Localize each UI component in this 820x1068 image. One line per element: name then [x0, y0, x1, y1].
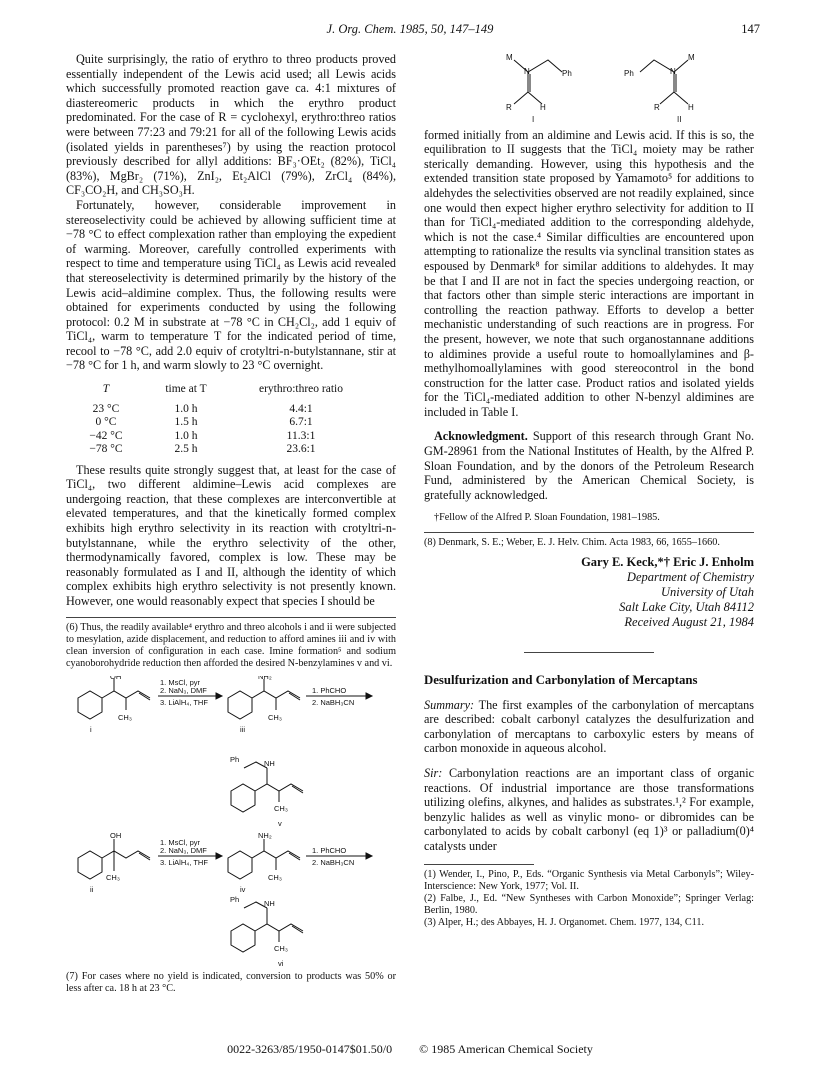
- compound-label: iv: [240, 884, 246, 894]
- label-n: N: [670, 67, 676, 76]
- journal-citation: J. Org. Chem. 1985, 50, 147–149: [326, 22, 494, 36]
- structure-label: II: [677, 115, 682, 124]
- label-ch3: CH₃: [106, 872, 120, 882]
- paragraph: Fortunately, however, considerable improvement in stereoselectivity could be achieved by allowing sufficient time at −78 °C to effect complexation rather than employing the expedient of warming. Moreover, carefully controlled experiments with respect to time and temperature using TiCl₄ as Lewis acid revealed that stereoselectivity is determined primarily by the history of the Lewis acid–aldimine complex. Thus, the following results were obtained for experiments conducted by using the following protocol: 0.2 M in substrate at −78 °C in CH₂Cl₂, add 1 equiv of TiCl₄, warm to temperature T for the indicated period of time, recool to −78 °C, add 2.0 equiv of crotyltri-n-butylstannane, stir at −78 °C for 1 h, and warm slowly to 23 °C overnight.: [66, 197, 396, 373]
- step-label: 3. LiAlH₄, THF: [160, 697, 208, 707]
- table-header: T: [102, 383, 110, 396]
- label-metal: M: [688, 53, 695, 62]
- table-row: [66, 443, 396, 457]
- table-cell: −78 °C: [89, 443, 123, 456]
- compound-label: i: [90, 724, 92, 734]
- step-label: 1. PhCHO: [312, 845, 347, 855]
- table-cell: 2.5 h: [174, 443, 198, 456]
- label-ch3: CH₃: [268, 872, 282, 882]
- reference-3: (3) Alper, H.; des Abbayes, H. J. Organomet. Chem. 1977, 134, C11.: [424, 916, 704, 928]
- right-column: [424, 52, 754, 929]
- label-oh: OH: [110, 830, 122, 840]
- label-metal: M: [506, 53, 513, 62]
- footnote-divider: [66, 617, 396, 618]
- summary-heading: Summary:: [424, 697, 475, 712]
- table-cell: 11.3:1: [286, 429, 316, 442]
- sir-text: Carbonylation reactions are an important class of organic reactions. Of industrial importance are those transformations utilizing olefins, alkynes, and halides as substrates.¹,² For example, benzylic halides as well as vinylic mono- or dibromides can be carbonylated to acids by cobalt carbonyl (eq 1)³ or palladium(0)⁴ catalysts under: [424, 766, 755, 853]
- step-label: 2. NaN₃, DMF: [160, 845, 207, 855]
- footnote-divider: [424, 864, 534, 865]
- side-chain: [252, 679, 300, 710]
- ack-heading: Acknowledgment.: [434, 429, 528, 444]
- article-divider: [524, 652, 654, 653]
- footnote-8: (8) Denmark, S. E.; Weber, E. J. Helv. Chim. Acta 1983, 66, 1655–1660.: [424, 537, 720, 549]
- author-line: Gary E. Keck,*† Eric J. Enholm: [581, 555, 754, 570]
- label-ph: Ph: [624, 69, 634, 78]
- step-label: 2. NaBH₃CN: [312, 857, 355, 867]
- summary-text: The first examples of the carbonylation of mercaptans are described: cobalt carbonyl catalyzes the desulfurization and carbonylation of mercaptans to carboxylic esters by means of carbon monoxide in aqueous alcohol.: [424, 697, 754, 756]
- compound-label: ii: [90, 884, 94, 894]
- paragraph: formed initially from an aldimine and Lewis acid. If this is so, the equilibration to II suggests that the TiCl₄ moiety may be rather sterically demanding. However, using this hypothesis and the extended transition state proposed by Yamamoto⁵ for additions to aldehydes the selectivities observed are not readily explained, since one would then expect higher erythro selectivity for addition to II than for TiCl₄-mediated addition to the corresponding aldehyde, which is not the case.⁴ Similar difficulties are encountered upon attempting to rationalize the results via synclinal transition states as espoused by Denmark⁸ for similar additions to aldehydes. It may be that I and II are not in fact the species undergoing reaction, or that factors other than simple steric interactions are important in controlling the reaction pathway. Efforts to develop a better mechanistic understanding of such reactions are in progress. For the present, however, we note that such organostannane additions to aldimines provide a useful route to homoallylamines and β-methylhomoallylamines with good stereocontrol in the bond construction for the latter case. Product ratios and isolated yields for the TiCl₄-mediated addition to other N-benzyl aldimines are included in Table I.: [424, 127, 754, 419]
- complex-structures: [424, 52, 754, 124]
- label-ph: Ph: [230, 894, 240, 904]
- acknowledgment: [424, 429, 754, 502]
- page-number: 147: [741, 22, 760, 36]
- compound-label: vi: [278, 958, 284, 968]
- cyclohexane-ring: [231, 784, 255, 812]
- article-title: Desulfurization and Carbonylation of Mercaptans: [424, 673, 698, 688]
- ack-text: Support of this research through Grant No. GM-28961 from the National Institutes of Health, by the Alfred P. Sloan Foundation, and by the donors of the Petroleum Research Fund, administered by the American Chemical Society, is gratefully acknowledged.: [424, 429, 754, 502]
- results-table: [66, 383, 396, 457]
- footnote-7: (7) For cases where no yield is indicated, conversion to products was 50% or less after ca. 18 h at 23 °C.: [66, 971, 396, 995]
- label-oh: OH: [110, 675, 122, 681]
- label-nh: NH: [264, 758, 275, 768]
- table-row: [66, 430, 396, 444]
- footnote-6: (6) Thus, the readily available⁴ erythro and threo alcohols i and ii were subjected to mesylation, azide displacement, and reduction to afford amines iii and iv with clean inversion of configuration in each case. Imine formation⁵ and sodium cyanoborohydride reduction then afforded the desired N-benzylamines v and vi.: [66, 621, 396, 669]
- copyright: © 1985 American Chemical Society: [419, 1042, 593, 1056]
- article-code: 0022-3263/85/1950-0147$01.50/0: [227, 1042, 393, 1056]
- label-ph: Ph: [562, 69, 572, 78]
- footnote-divider: [424, 532, 754, 533]
- label-h: H: [688, 103, 694, 112]
- label-nh: NH: [264, 898, 275, 908]
- label-ch3: CH₃: [118, 712, 132, 722]
- table-cell: 4.4:1: [289, 402, 313, 415]
- body-paragraph: [424, 766, 754, 854]
- label-nh2: NH₂: [258, 675, 272, 681]
- side-chain: [244, 762, 303, 802]
- received-date: Received August 21, 1984: [624, 615, 754, 630]
- label-ch3: CH₃: [274, 803, 288, 813]
- paragraph: These results quite strongly suggest that, at least for the case of TiCl₄, two different aldimine–Lewis acid complexes are undergoing reaction, that these complexes are interconvertible at elevated temperatures, and that the kinetically formed complex exhibits high erythro selectivity in its reaction with crotyltri-n-butylstannane, while the erythro selectivity of the other, thermodynamically favored, complex is low. These may be reasonably formulated as I and II, although the identity of which complex exhibits high erythro selectivity is not presently known. However, one would reasonably expect that species I should be: [66, 462, 396, 608]
- step-label: 1. MsCl, pyr: [160, 837, 201, 847]
- compound-label: iii: [240, 724, 245, 734]
- table-cell: 1.0 h: [174, 402, 198, 415]
- label-r: R: [654, 103, 660, 112]
- structure-label: I: [532, 115, 535, 124]
- step-label: 3. LiAlH₄, THF: [160, 857, 208, 867]
- label-ch3: CH₃: [274, 943, 288, 953]
- step-label: 2. NaN₃, DMF: [160, 685, 207, 695]
- label-ph: Ph: [230, 754, 240, 764]
- table-cell: 0 °C: [95, 416, 117, 429]
- affiliation-line: University of Utah: [660, 585, 754, 600]
- cyclohexane-ring: [78, 851, 102, 879]
- author-footnote: †Fellow of the Alfred P. Sloan Foundation, 1981–1985.: [434, 512, 660, 524]
- cyclohexane-ring: [231, 924, 255, 952]
- paragraph: Quite surprisingly, the ratio of erythro to threo products proved essentially independent of the Lewis acid used; all Lewis acids which successfully promoted reaction gave ca. 4:1 mixtures of diastereomeric products in which the erythro product predominated. For the case of R = cyclohexyl, erythro:threo ratios were between 77:23 and 79:21 for all of the following Lewis acids (isolated yields in parentheses⁷) by using the reaction protocol previously described for allyl additions: BF₃·OEt₂ (82%), TiCl₄ (83%), MgBr₂ (71%), ZnI₂, Et₂AlCl (79%), ZrCl₄ (84%), CF₃CO₂H, and CH₃SO₃H.: [66, 52, 396, 198]
- left-column: [66, 52, 396, 995]
- affiliation-line: Salt Lake City, Utah 84112: [619, 600, 754, 615]
- cyclohexane-ring: [228, 691, 252, 719]
- step-label: 2. NaBH₃CN: [312, 697, 355, 707]
- step-label: 1. MsCl, pyr: [160, 677, 201, 687]
- label-n: N: [524, 67, 530, 76]
- side-chain: [102, 679, 150, 710]
- label-nh2: NH₂: [258, 830, 272, 840]
- table-row: [66, 416, 396, 430]
- table-cell: 6.7:1: [289, 416, 313, 429]
- table-cell: 1.5 h: [174, 416, 198, 429]
- summary: [424, 698, 754, 756]
- table-cell: 23.6:1: [286, 443, 316, 456]
- table-cell: 1.0 h: [174, 429, 198, 442]
- label-h: H: [540, 103, 546, 112]
- side-chain: [102, 839, 150, 871]
- synthesis-scheme: [66, 676, 396, 968]
- table-header: time at T: [165, 383, 207, 396]
- table-header-row: [66, 383, 396, 397]
- side-chain: [244, 902, 303, 942]
- table-cell: −42 °C: [89, 429, 123, 442]
- cyclohexane-ring: [78, 691, 102, 719]
- table-row: [66, 403, 396, 417]
- reference-2: (2) Falbe, J., Ed. “New Syntheses with Carbon Monoxide”; Springer Verlag: Berlin, 1980.: [424, 892, 754, 916]
- label-ch3: CH₃: [268, 712, 282, 722]
- sir-heading: Sir:: [424, 766, 443, 780]
- affiliation: [424, 570, 754, 630]
- page-footer: [0, 1042, 820, 1057]
- reference-1: (1) Wender, I., Pino, P., Eds. “Organic Synthesis via Metal Carbonyls”; Wiley-Interscience: New York, 1977; Vol. II.: [424, 868, 754, 892]
- label-r: R: [506, 103, 512, 112]
- side-chain: [252, 839, 300, 870]
- table-cell: 23 °C: [92, 402, 120, 415]
- step-label: 1. PhCHO: [312, 685, 347, 695]
- cyclohexane-ring: [228, 851, 252, 879]
- affiliation-line: Department of Chemistry: [626, 570, 754, 585]
- compound-label: v: [278, 818, 282, 828]
- table-header: erythro:threo ratio: [259, 383, 343, 396]
